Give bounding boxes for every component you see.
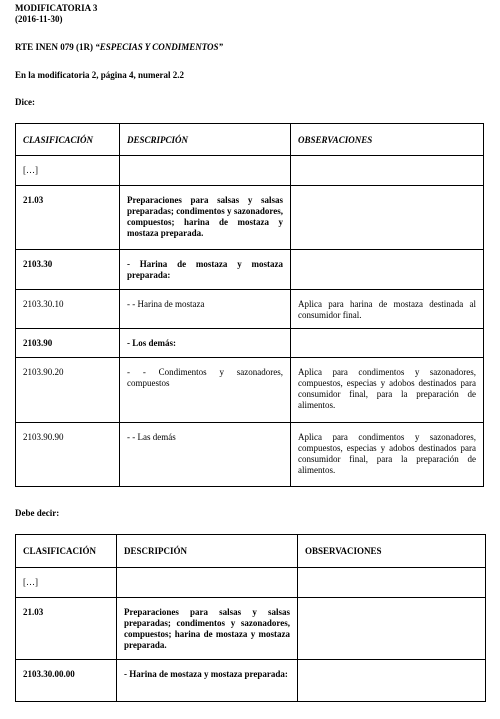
row-clasificacion: 2103.30 — [23, 259, 53, 269]
dice-label: Dice: — [15, 97, 35, 107]
row-clasificacion: […] — [23, 577, 38, 587]
row-descripcion: - Harina de mostaza y mostaza preparada: — [124, 669, 288, 679]
row-descripcion: Preparaciones para salsas y salsas preparadas; condimentos y sazonadores, compuestos; harina de mostaza y mostaza preparada. — [127, 195, 283, 238]
row-descripcion: - - Las demás — [127, 432, 176, 442]
table-row — [16, 358, 484, 423]
header-observaciones: OBSERVACIONES — [298, 135, 373, 145]
table-debe-decir — [15, 534, 486, 702]
row-descripcion: - Los demás: — [127, 338, 176, 348]
row-clasificacion: 21.03 — [23, 607, 44, 617]
table-row — [16, 598, 486, 660]
row-descripcion — [120, 156, 290, 165]
table-row — [16, 250, 484, 290]
row-descripcion — [117, 568, 297, 577]
table-row — [16, 156, 484, 186]
row-observaciones: Aplica para harina de mostaza destinada al consumidor final. — [298, 299, 476, 320]
table-header-row — [16, 124, 484, 156]
header-clasificacion: CLASIFICACIÓN — [23, 546, 97, 556]
row-clasificacion: 21.03 — [23, 195, 44, 205]
row-observaciones — [298, 568, 485, 577]
row-observaciones: Aplica para condimentos y sazonadores, compuestos, especias y adobos destinados para consumidor final, para la preparación de alimentos. — [298, 367, 476, 410]
document-title: MODIFICATORIA 3 — [15, 3, 98, 13]
row-descripcion: - Harina de mostaza y mostaza preparada: — [127, 259, 283, 280]
table-row — [16, 568, 486, 598]
row-observaciones — [291, 250, 483, 259]
table-row — [16, 660, 486, 702]
table-row — [16, 290, 484, 329]
table-dice — [15, 123, 484, 487]
row-clasificacion: 2103.90 — [23, 338, 53, 348]
row-clasificacion: 2103.90.20 — [23, 367, 64, 377]
row-clasificacion: […] — [23, 165, 38, 175]
row-descripcion: - - Harina de mostaza — [127, 299, 205, 309]
header-observaciones: OBSERVACIONES — [305, 546, 382, 556]
row-observaciones — [298, 598, 485, 607]
document-date: (2016-11-30) — [15, 14, 63, 24]
row-observaciones — [291, 156, 483, 165]
row-descripcion: Preparaciones para salsas y salsas preparadas; condimentos y sazonadores, compuestos; harina de mostaza y mostaza preparada. — [124, 607, 290, 650]
row-observaciones: Aplica para condimentos y sazonadores, compuestos, especias y adobos destinados para consumidor final, para la preparación de alimentos. — [298, 432, 476, 475]
row-observaciones — [291, 329, 483, 338]
row-clasificacion: 2103.30.10 — [23, 299, 64, 309]
regulation-name: “ESPECIAS Y CONDIMENTOS” — [95, 42, 224, 52]
header-clasificacion: CLASIFICACIÓN — [23, 135, 94, 145]
table-row — [16, 423, 484, 487]
regulation-line — [15, 42, 223, 53]
row-observaciones — [291, 186, 483, 195]
row-descripcion: - - Condimentos y sazonadores, compuestos — [127, 367, 283, 388]
amendment-location: En la modificatoria 2, página 4, numeral 2.2 — [15, 70, 185, 80]
header-descripcion: DESCRIPCIÓN — [124, 546, 188, 556]
row-clasificacion: 2103.90.90 — [23, 432, 64, 442]
debe-decir-label: Debe decir: — [15, 508, 60, 518]
table-row — [16, 186, 484, 250]
row-observaciones — [298, 660, 485, 669]
table-row — [16, 329, 484, 358]
row-clasificacion: 2103.30.00.00 — [23, 669, 75, 679]
header-descripcion: DESCRIPCIÓN — [127, 135, 189, 145]
table-header-row — [16, 535, 486, 568]
regulation-code: RTE INEN 079 (1R) — [15, 42, 93, 52]
